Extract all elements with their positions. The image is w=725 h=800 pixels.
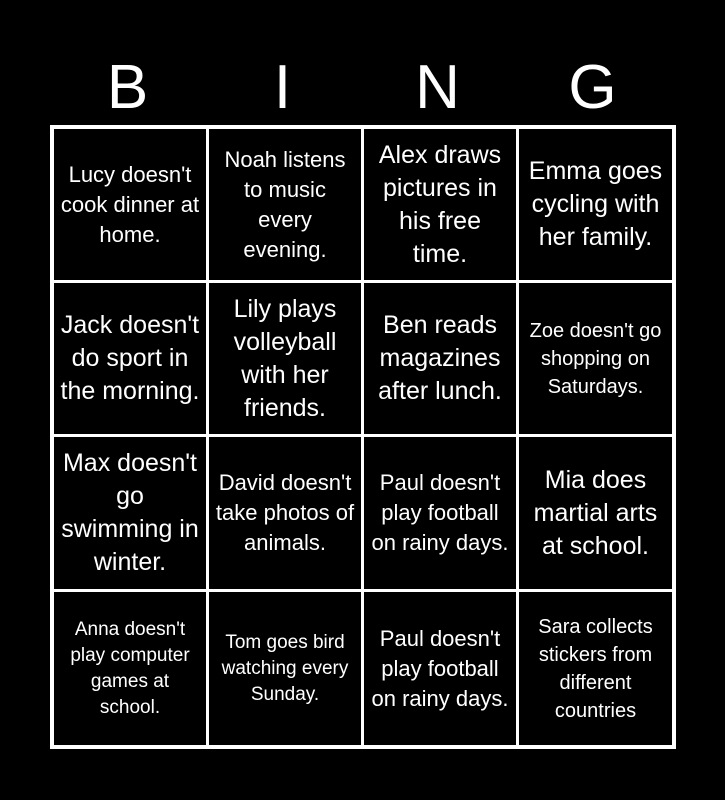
header-letter-b: B bbox=[106, 53, 149, 122]
bingo-cell[interactable] bbox=[364, 437, 516, 589]
cell-text: Paul doesn't play football on rainy days. bbox=[371, 625, 509, 711]
cell-text: Jack doesn't do sport in the morning. bbox=[60, 311, 200, 405]
cell-text: Ben reads magazines after lunch. bbox=[378, 311, 502, 405]
bingo-cell[interactable] bbox=[364, 129, 516, 280]
bingo-cell[interactable] bbox=[54, 283, 206, 434]
bingo-cell[interactable] bbox=[209, 283, 361, 434]
cell-text: Sara collects stickers from different countries bbox=[538, 615, 653, 722]
cell-text: Zoe doesn't go shopping on Saturdays. bbox=[529, 319, 662, 398]
bingo-cell[interactable] bbox=[519, 437, 672, 589]
cell-text: Noah listens to music every evening. bbox=[224, 146, 346, 262]
bingo-cell[interactable] bbox=[209, 129, 361, 280]
cell-text: Lucy doesn't cook dinner at home. bbox=[60, 161, 200, 247]
bingo-cell[interactable] bbox=[209, 437, 361, 589]
bingo-header bbox=[50, 52, 675, 124]
bingo-grid bbox=[50, 125, 676, 749]
cell-text: Emma goes cycling with her family. bbox=[528, 157, 663, 251]
cell-text: Paul doesn't play football on rainy days. bbox=[371, 470, 509, 555]
cell-text: Lily plays volleyball with her friends. bbox=[233, 294, 337, 422]
cell-text: Anna doesn't play computer games at school. bbox=[70, 618, 190, 718]
cell-text: Mia does martial arts at school. bbox=[533, 465, 658, 560]
bingo-cell[interactable] bbox=[519, 283, 672, 434]
bingo-cell[interactable] bbox=[519, 592, 672, 745]
bingo-cell[interactable] bbox=[364, 592, 516, 745]
bingo-cell[interactable] bbox=[54, 437, 206, 589]
header-letter-n: N bbox=[415, 53, 460, 122]
cell-text: Alex draws pictures in his free time. bbox=[378, 140, 502, 268]
bingo-cell[interactable] bbox=[209, 592, 361, 745]
bingo-cell[interactable] bbox=[519, 129, 672, 280]
header-letter-i: I bbox=[273, 53, 292, 122]
header-letter-g: G bbox=[568, 53, 617, 122]
cell-text: David doesn't take photos of animals. bbox=[215, 470, 355, 555]
bingo-cell[interactable] bbox=[54, 592, 206, 745]
cell-text: Tom goes bird watching every Sunday. bbox=[221, 631, 349, 705]
cell-text: Max doesn't go swimming in winter. bbox=[61, 449, 199, 576]
bingo-cell[interactable] bbox=[54, 129, 206, 280]
bingo-cell[interactable] bbox=[364, 283, 516, 434]
